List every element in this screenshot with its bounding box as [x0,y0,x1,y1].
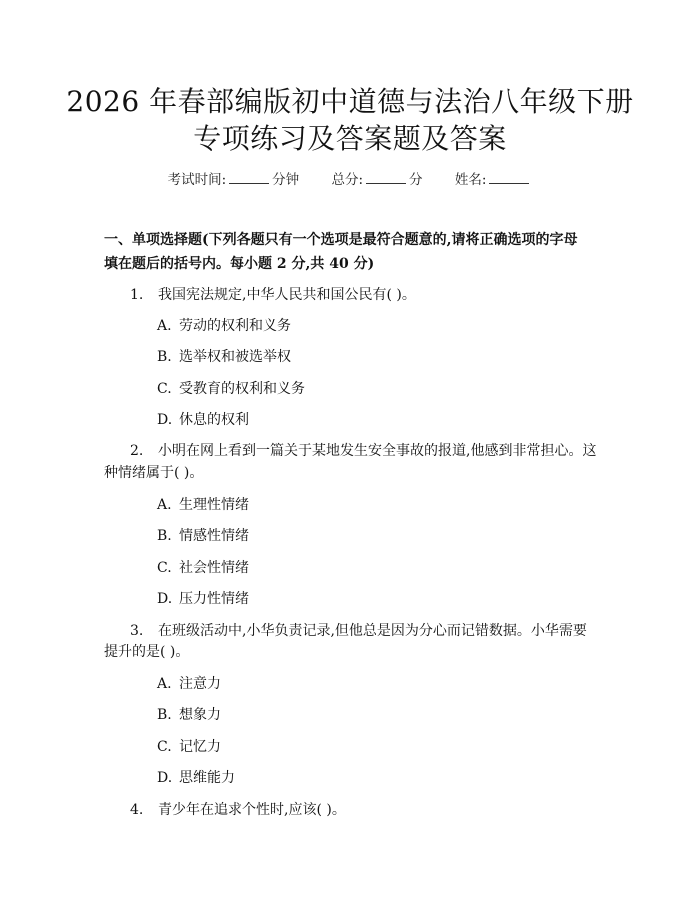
option-text: 情感性情绪 [179,528,249,544]
exam-time-unit: 分钟 [272,172,300,188]
question-2-continuation: 种情绪属于( )。 [104,465,204,481]
option-letter: C. [157,739,172,755]
question-2 [104,440,600,462]
option-letter: C. [157,560,172,576]
option-1c [157,378,305,400]
option-letter: D. [157,412,173,428]
option-letter: A. [157,497,172,513]
exam-time-field [168,168,300,188]
exam-time-label: 考试时间: [167,172,227,188]
option-1a [157,315,291,337]
option-2c [157,557,249,579]
question-text: 在班级活动中,小华负责记录,但他总是因为分心而记错数据。小华需要 [158,623,587,639]
option-text: 记忆力 [179,739,221,755]
document-title-line2: 专项练习及答案题及答案 [193,122,507,155]
option-1b [157,346,291,368]
option-letter: B. [157,349,172,365]
question-number: 3. [130,623,144,639]
option-letter: A. [157,318,172,334]
total-score-label: 总分: [331,172,364,188]
question-number: 4. [130,802,144,818]
question-1 [104,284,600,306]
option-letter: C. [157,381,172,397]
option-text: 社会性情绪 [179,560,249,576]
student-name-label: 姓名: [454,172,487,188]
total-score-blank [366,171,406,184]
option-1d [157,409,249,431]
section-heading-line1: 一、单项选择题(下列各题只有一个选项是最符合题意的,请将正确选项的字母 [104,232,578,248]
option-text: 压力性情绪 [179,591,249,607]
option-letter: A. [157,676,172,692]
section-heading-line2: 填在题后的括号内。每小题 2 分,共 40 分) [104,256,375,272]
document-title-line1: 2026 年春部编版初中道德与法治八年级下册 [66,85,634,118]
option-3d [157,767,235,789]
option-text: 思维能力 [179,770,235,786]
student-name-field [455,168,533,188]
total-score-field [331,168,422,188]
question-number: 1. [130,287,144,303]
option-2b [157,525,249,547]
question-4 [104,799,600,821]
option-3c [157,736,221,758]
option-3a [157,673,221,695]
option-letter: B. [157,528,172,544]
option-text: 生理性情绪 [179,497,249,513]
option-text: 想象力 [179,707,221,723]
option-letter: B. [157,707,172,723]
option-2a [157,494,249,516]
option-text: 注意力 [179,676,221,692]
option-2d [157,588,249,610]
option-letter: D. [157,591,173,607]
total-score-unit: 分 [409,172,423,188]
question-text: 我国宪法规定,中华人民共和国公民有( )。 [158,287,416,303]
option-letter: D. [157,770,173,786]
option-3b [157,704,221,726]
student-name-blank [489,171,529,184]
question-3-continuation: 提升的是( )。 [104,644,190,660]
question-number: 2. [130,443,144,459]
question-text: 小明在网上看到一篇关于某地发生安全事故的报道,他感到非常担心。这 [158,443,597,459]
exam-info-row [0,168,700,188]
option-text: 劳动的权利和义务 [179,318,291,334]
option-text: 受教育的权利和义务 [179,381,305,397]
exam-time-blank [229,171,269,184]
option-text: 选举权和被选举权 [179,349,291,365]
question-3 [104,620,600,642]
question-text: 青少年在追求个性时,应该( )。 [158,802,346,818]
option-text: 休息的权利 [179,412,249,428]
